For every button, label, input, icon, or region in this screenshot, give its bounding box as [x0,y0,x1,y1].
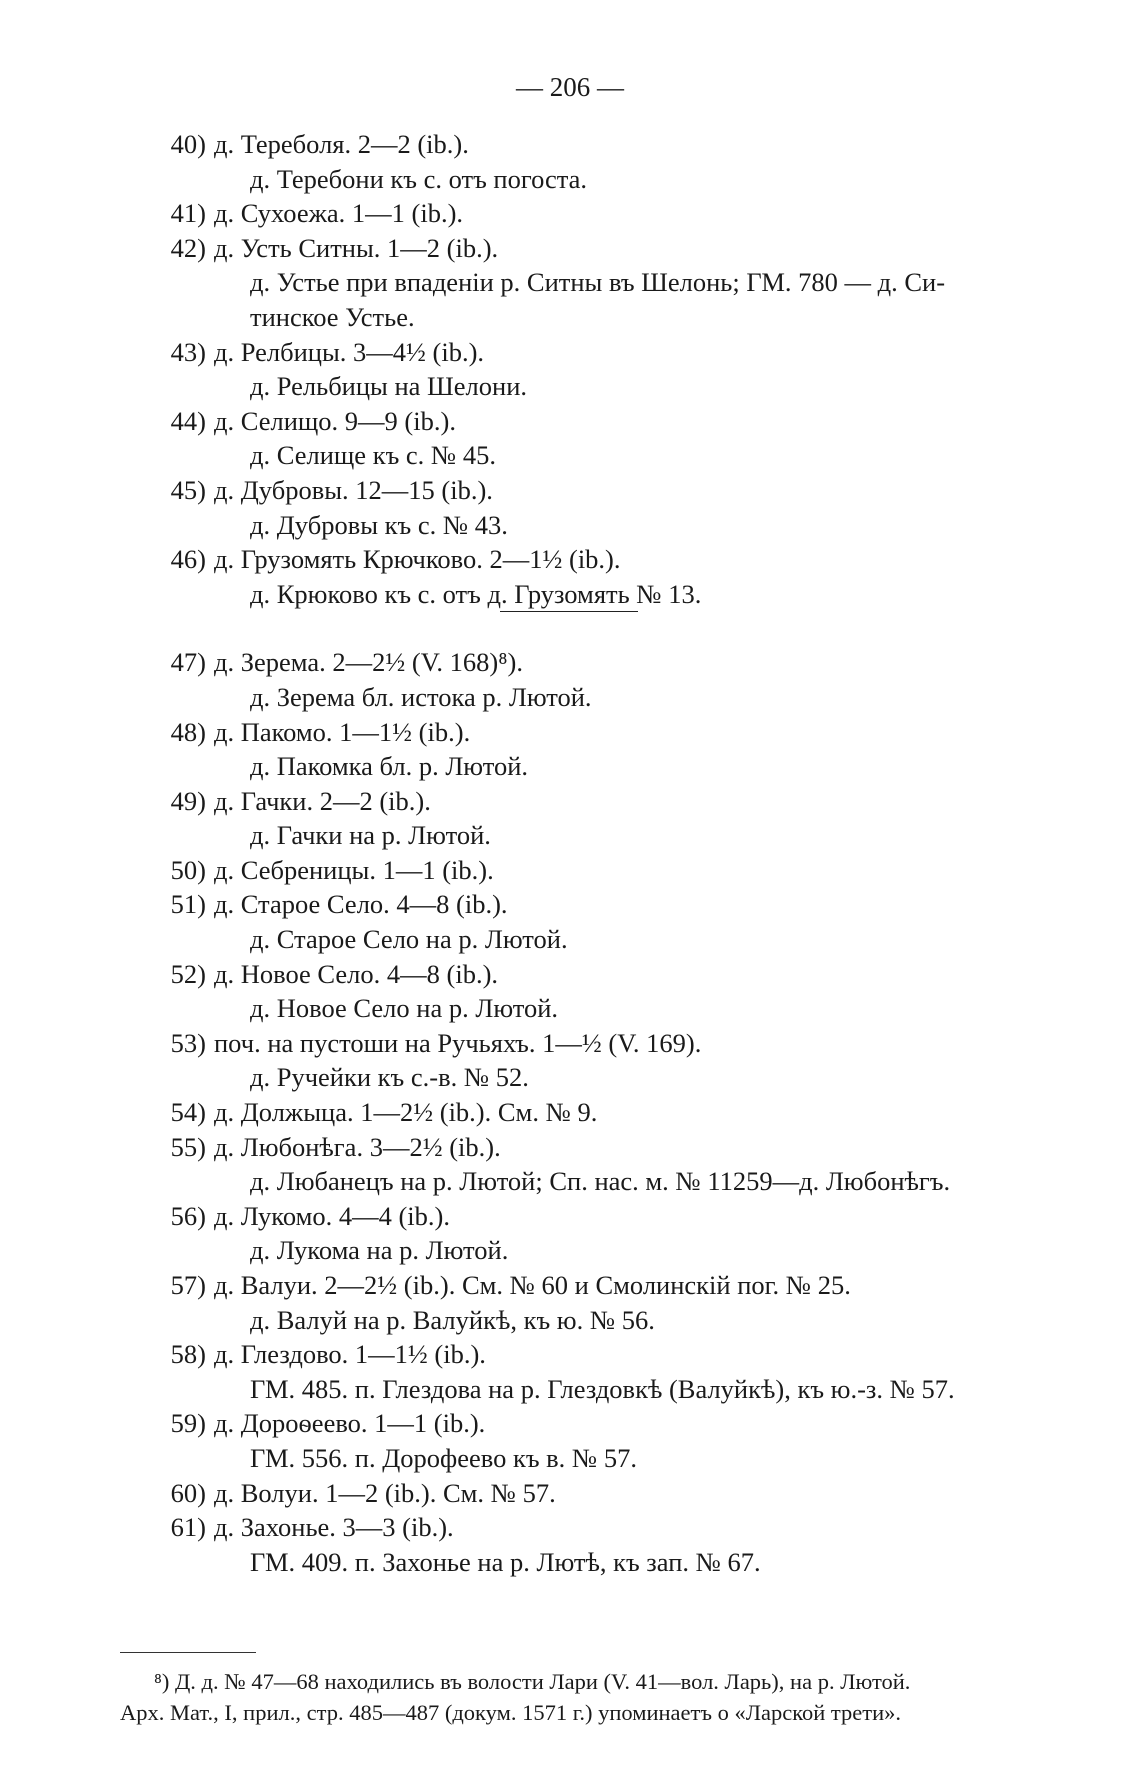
entry-note: ГМ. 485. п. Глездова на р. Глездовкѣ (Валуйкѣ), къ ю.-з. № 57. [250,1373,955,1404]
entry-number: 51) [170,889,206,920]
entry-line [0,922,1140,957]
entry-number: 55) [170,1131,206,1162]
entry-number: 58) [170,1339,206,1370]
entry-number: 57) [170,1270,206,1300]
entry-note: д. Ручейки къ с.-в. № 52. [250,1062,529,1093]
entry-number: 42) [170,232,206,263]
entry-line [0,1233,1140,1268]
entry-number: 48) [170,716,206,747]
entry-line [0,991,1140,1026]
entry-line [0,231,1140,266]
entry-title: поч. на пустоши на Ручьяхъ. 1—½ (V. 169). [214,1027,702,1058]
entry-group-1 [0,127,1140,611]
entry-line [0,335,1140,370]
entry-line [0,162,1140,197]
entry-note: д. Рельбицы на Шелони. [250,371,527,402]
entry-title: д. Селищо. 9—9 (ib.). [214,405,456,436]
entry-note: д. Новое Село на р. Лютой. [250,993,559,1024]
entry-line [0,404,1140,439]
entry-line [0,887,1140,922]
entry-note: д. Дубровы къ с. № 43. [250,509,508,540]
entry-note: д. Крюково къ с. отъ д. Грузомять № 13. [250,578,702,609]
entry-number: 41) [170,198,206,229]
entry-title: д. Зерема. 2—2½ (V. 168)⁸). [214,647,523,678]
entry-line [0,127,1140,162]
entry-number: 49) [170,785,206,816]
entry-number: 59) [170,1408,206,1439]
entry-title: д. Усть Ситны. 1—2 (ib.). [214,232,499,263]
entry-note: тинское Устье. [250,301,415,332]
footnote-rule [120,1652,256,1653]
entry-note: д. Валуй на р. Валуйкѣ, къ ю. № 56. [250,1304,655,1335]
entry-title: д. Валуи. 2—2½ (ib.). См. № 60 и Смолинскій пог. № 25. [214,1270,851,1300]
entry-number: 56) [170,1200,206,1231]
entry-number: 40) [170,129,206,159]
entry-line [0,577,1140,612]
entry-note: д. Селище къ с. № 45. [250,440,496,471]
entry-number: 50) [170,854,206,885]
entry-line [0,438,1140,473]
entry-note: д. Лукома на р. Лютой. [250,1235,509,1266]
entry-line [0,1303,1140,1338]
entry-list [0,127,1140,1579]
entry-line [0,1406,1140,1441]
section-divider [0,611,1140,645]
divider-rule [500,611,638,612]
entry-line [0,1476,1140,1511]
entry-line [0,1268,1140,1303]
entry-line [0,300,1140,335]
entry-title: д. Волуи. 1—2 (ib.). См. № 57. [214,1477,556,1508]
entry-line [0,957,1140,992]
entry-line [0,473,1140,508]
entry-title: д. Грузомять Крючково. 2—1½ (ib.). [214,544,621,575]
entry-line [0,853,1140,888]
entry-title: д. Дубровы. 12—15 (ib.). [214,474,493,505]
entry-line [0,1441,1140,1476]
footnote-line-1: ⁸) Д. д. № 47—68 находились въ волости Лари (V. 41—вол. Ларь), на р. Лютой. [154,1669,911,1694]
entry-number: 53) [170,1027,206,1058]
entry-note: д. Пакомка бл. р. Лютой. [250,751,529,782]
entry-line [0,1337,1140,1372]
entry-line [0,196,1140,231]
entry-number: 47) [170,647,206,678]
entry-line [0,508,1140,543]
page-number: — 206 — [516,72,624,102]
entry-title: д. Новое Село. 4—8 (ib.). [214,958,499,989]
entry-title: д. Релбицы. 3—4½ (ib.). [214,336,485,367]
entry-line [0,645,1140,680]
entry-line [0,1372,1140,1407]
entry-note: д. Старое Село на р. Лютой. [250,924,568,955]
entry-line [0,680,1140,715]
entry-line [0,1130,1140,1165]
entry-title: д. Старое Село. 4—8 (ib.). [214,889,508,920]
footnote-line-2: Арх. Мат., I, прил., стр. 485—487 (докум. 1571 г.) упоминаетъ о «Ларской трети». [120,1700,902,1725]
entry-title: д. Лукомо. 4—4 (ib.). [214,1200,450,1231]
entry-line [0,749,1140,784]
entry-line [0,1199,1140,1234]
entry-line [0,1060,1140,1095]
entry-note: д. Устье при впаденіи р. Ситны въ Шелонь; ГМ. 780 — д. Си- [250,267,946,298]
entry-line [0,265,1140,300]
entry-note: ГМ. 409. п. Захонье на р. Лютѣ, къ зап. № 67. [250,1546,761,1577]
entry-line [0,1164,1140,1199]
entry-line [0,1095,1140,1130]
entry-number: 61) [170,1512,206,1543]
entry-title: д. Себреницы. 1—1 (ib.). [214,854,494,885]
entry-note: д. Теребони къ с. отъ погоста. [250,163,588,194]
entry-line [0,1510,1140,1545]
entry-line [0,784,1140,819]
entry-number: 54) [170,1097,206,1128]
entry-note: д. Гачки на р. Лютой. [250,820,491,851]
entry-title: д. Любонѣга. 3—2½ (ib.). [214,1131,501,1162]
entry-line [0,818,1140,853]
entry-title: д. Глездово. 1—1½ (ib.). [214,1339,486,1370]
entry-note: д. Зерема бл. истока р. Лютой. [250,681,592,712]
entry-line [0,715,1140,750]
entry-note: ГМ. 556. п. Дорофеево къ в. № 57. [250,1442,637,1473]
entry-title: д. Гачки. 2—2 (ib.). [214,785,431,816]
entry-number: 60) [170,1477,206,1508]
entry-line [0,1545,1140,1580]
entry-title: д. Должыца. 1—2½ (ib.). См. № 9. [214,1097,598,1128]
entry-group-2 [0,645,1140,1579]
entry-number: 43) [170,336,206,367]
entry-title: д. Сухоежа. 1—1 (ib.). [214,198,464,229]
entry-number: 44) [170,405,206,436]
entry-note: д. Любанецъ на р. Лютой; Сп. нас. м. № 11259—д. Любонѣгъ. [250,1166,951,1197]
footnote [0,1666,1140,1728]
entry-line [0,369,1140,404]
entry-number: 45) [170,474,206,505]
entry-title: д. Тереболя. 2—2 (ib.). [214,129,469,159]
entry-title: д. Пакомо. 1—1½ (ib.). [214,716,471,747]
entry-title: д. Дороѳеево. 1—1 (ib.). [214,1408,486,1439]
entry-line [0,542,1140,577]
entry-number: 52) [170,958,206,989]
entry-number: 46) [170,544,206,575]
entry-title: д. Захонье. 3—3 (ib.). [214,1512,454,1543]
entry-line [0,1026,1140,1061]
